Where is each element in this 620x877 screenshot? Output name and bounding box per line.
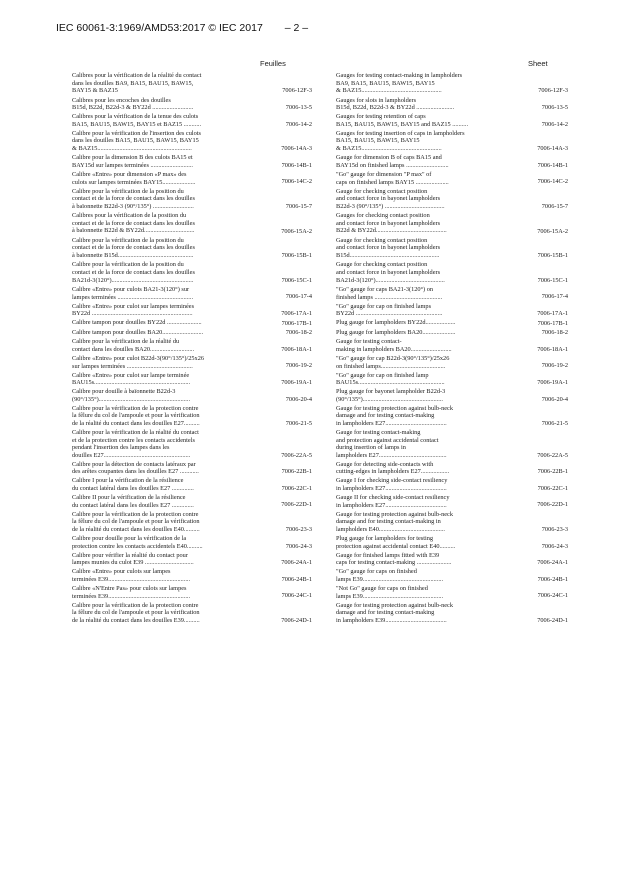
sheet-reference: 7006-17-4: [285, 293, 312, 301]
sheet-reference: 7006-17A-1: [281, 309, 312, 317]
sheet-reference: 7006-14C-2: [281, 178, 312, 186]
entry-title: Calibre «Entre» pour dimension «P max» des culots sur lampes terminées BAY15.....................: [72, 170, 196, 186]
sheet-reference: 7006-24-3: [541, 542, 568, 550]
contents-entry: [72, 237, 312, 260]
contents-entry: [336, 585, 568, 600]
contents-entry: [336, 130, 568, 153]
contents-entry: [336, 72, 568, 95]
contents-entry: [72, 388, 312, 403]
entry-title: Gauge for finished lamps fitted with E39 caps for testing contact-making ......................: [336, 551, 452, 567]
contents-entry: [336, 388, 568, 403]
entry-title: "Go" gauge for caps on finished lamps E39...................................................: [336, 568, 444, 584]
sheet-reference: 7006-24C-1: [537, 592, 568, 600]
entry-title: Calibre II pour la vérification de la résilience du contact latéral dans les douilles E27 ..............: [72, 494, 194, 509]
contents-entry: [72, 212, 312, 235]
sheet-reference: 7006-24A-1: [281, 559, 312, 567]
entry-title: Calibre pour la détection de contacts latéraux par des arêtes coupantes dans les douilles E27 ............: [72, 460, 199, 476]
contents-entry: [72, 568, 312, 583]
sheet-reference: 7006-19-2: [285, 362, 312, 370]
contents-entry: [72, 405, 312, 428]
entry-title: Calibre pour la vérification de la réalité du contact dans les douilles BA20............................: [72, 338, 195, 353]
column-heading-sheet: Sheet: [528, 59, 548, 68]
entry-title: Calibre pour la dimension B des culots BA15 et BAY15d sur lampes terminées ...........................: [72, 154, 193, 169]
contents-entry: [336, 355, 568, 370]
entry-title: "Go" gauge for cap B22d-3(90°/135°)/25x26 on finished lamps.........................................: [336, 354, 450, 370]
contents-entry: [336, 461, 568, 476]
entry-title: Calibre «Entre» pour culot sur lampe terminée BAU15s.............................................................: [72, 371, 191, 387]
sheet-reference: 7006-17A-1: [537, 309, 568, 317]
english-contents-column: [336, 72, 568, 626]
entry-title: Calibre pour la vérification de la protection contre la fêlure du col de l'ampoule et pour la vérification de la réalité du contact dans les douilles E39..........: [72, 601, 200, 624]
sheet-reference: 7006-21-5: [285, 420, 312, 428]
entry-title: Calibre pour douille à baïonnette B22d-3 (90°/135°)..........................................................: [72, 388, 191, 403]
entry-title: Calibres pour la vérification de la position du contact et de la force de contact dans les douilles à baïonnette B22d & BY22d................................: [72, 212, 195, 235]
french-contents-column: [72, 72, 312, 626]
sheet-reference: 7006-24D-1: [537, 617, 568, 625]
contents-entry: [336, 372, 568, 387]
sheet-reference: 7006-14C-2: [537, 178, 568, 186]
sheet-reference: 7006-22A-5: [281, 451, 312, 459]
entry-title: Calibre «Entre» pour culot B22d-3(90°/135°)/25x26 sur lampes terminées ..........................................: [72, 354, 205, 370]
contents-entry: [72, 130, 312, 153]
sheet-reference: 7006-24A-1: [537, 559, 568, 567]
contents-entry: [72, 552, 312, 567]
entry-title: Gauges for slots in lampholders B15d, B22d, B22d-3 & BY22d ........................: [336, 96, 455, 112]
entry-title: "Go" gauge for cap on finished lamps BY22d .......................................................: [336, 302, 443, 318]
contents-entry: [72, 97, 312, 112]
contents-entry: [72, 113, 312, 128]
contents-entry: [72, 319, 312, 327]
entry-title: Gauge II for checking side-contact resiliency in lampholders E27.......................................: [336, 494, 450, 509]
contents-entry: [336, 212, 568, 235]
sheet-reference: 7006-15-7: [285, 202, 312, 210]
entry-title: Gauge I for checking side-contact resiliency in lampholders E27.......................................: [336, 477, 448, 493]
sheet-reference: 7006-18A-1: [281, 345, 312, 353]
entry-title: Gauge for testing protection against bulb-neck damage and for testing contact-making in lampholders E40..........................................: [336, 510, 453, 533]
entry-title: Gauge for testing protection against bulb-neck damage and for testing contact-making in lampholders E39.......................................: [336, 601, 453, 624]
sheet-reference: 7006-18A-1: [537, 345, 568, 353]
contents-entry: [72, 261, 312, 284]
entry-title: Gauge for dimension B of caps BA15 and BAY15d on finished lamps ...........................: [336, 154, 449, 169]
contents-entry: [336, 405, 568, 428]
entry-title: Calibre pour la vérification de la position du contact et de la force de contact dans les douilles à baïonnette B22d-3 (90°/135°) ..........................: [72, 187, 195, 210]
entry-title: Gauge for checking contact position and contact force in bayonet lampholders BA21d-3(120°)............................................: [336, 261, 445, 284]
entry-title: Calibre tampon pour douilles BA20..........................: [72, 328, 204, 336]
sheet-reference: 7006-13-5: [541, 104, 568, 111]
sheet-reference: 7006-19A-1: [537, 378, 568, 386]
sheet-reference: 7006-17B-1: [281, 319, 312, 327]
contents-entry: [72, 602, 312, 625]
entry-title: "Go" gauge for caps BA21-3(120°) on finished lamps ...........................................: [336, 285, 443, 301]
entry-title: Calibre «N'Entre Pas» pour culots sur lampes terminées E39....................................................: [72, 585, 191, 600]
entry-title: Gauge for testing contact- making in lampholders BA20..........................: [336, 338, 452, 353]
entry-title: Plug gauge for lampholders BA20.....................: [336, 328, 456, 336]
entry-title: Gauges for checking contact position and contact force in bayonet lampholders B22d & BY22d.............................................: [336, 212, 447, 235]
entry-title: Plug gauge for lampholders for testing protection against accidental contact E40..........: [336, 535, 456, 550]
sheet-reference: 7006-22A-5: [537, 451, 568, 459]
sheet-reference: 7006-20-4: [285, 395, 312, 403]
contents-entry: [336, 97, 568, 112]
sheet-reference: 7006-18-2: [541, 329, 568, 337]
sheet-reference: 7006-24D-1: [281, 617, 312, 625]
contents-entry: [72, 494, 312, 509]
sheet-reference: 7006-24C-1: [281, 592, 312, 600]
contents-entry: [336, 552, 568, 567]
sheet-reference: 7006-24B-1: [281, 575, 312, 583]
sheet-reference: 7006-22B-1: [281, 468, 312, 476]
entry-title: Calibre «Entre» pour culots BA21-3(120°) sur lampes terminées ................................................: [72, 285, 194, 301]
page-number: – 2 –: [284, 22, 309, 34]
sheet-reference: 7006-15B-1: [281, 252, 312, 260]
entry-title: Gauge for detecting side-contacts with cutting-edges in lampholders E27..................: [336, 460, 450, 476]
contents-entry: [336, 568, 568, 583]
contents-entry: [336, 329, 568, 337]
contents-entry: [72, 286, 312, 301]
entry-title: Calibre «Entre» pour culot sur lampes terminées BY22d ................................................................: [72, 302, 195, 318]
contents-entry: [336, 319, 568, 327]
entry-title: Gauges for testing contact-making in lampholders BA9, BA15, BAU15, BAW15, BAY15 & BAZ15...................................................: [336, 72, 463, 95]
sheet-reference: 7006-14B-1: [537, 161, 568, 169]
contents-entry: [72, 477, 312, 492]
sheet-reference: 7006-23-3: [541, 526, 568, 534]
contents-entry: [72, 303, 312, 318]
sheet-reference: 7006-18-2: [285, 329, 312, 337]
contents-entry: [336, 113, 568, 128]
entry-title: Calibre pour douille pour la vérification de la protection contre les contacts accidentels E40..........: [72, 535, 203, 550]
sheet-reference: 7006-13-5: [285, 104, 312, 111]
contents-entry: [336, 237, 568, 260]
entry-title: Gauge for checking contact position and contact force in bayonet lampholders B15d.........................................................: [336, 236, 441, 259]
standard-id: IEC 60061-3:1969/AMD53:2017 © IEC 2017: [56, 22, 263, 34]
contents-entry: [336, 303, 568, 318]
contents-entry: [72, 535, 312, 550]
contents-entry: [336, 171, 568, 186]
contents-entry: [72, 188, 312, 211]
entry-title: Calibres pour les encoches des douilles B15d, B22d, B22d-3 & BY22d ..........................: [72, 96, 194, 112]
entry-title: Gauges for testing retention of caps BA15, BAU15, BAW15, BAY15 and BAZ15 ..........: [336, 113, 469, 128]
sheet-reference: 7006-15A-2: [281, 227, 312, 235]
contents-entry: [72, 429, 312, 459]
entry-title: "Not Go" gauge for caps on finished lamps E39...................................................: [336, 585, 444, 600]
entry-title: Calibre I pour la vérification de la résilience du contact latéral dans les douilles E27 ..............: [72, 477, 194, 493]
sheet-reference: 7006-20-4: [541, 395, 568, 403]
page-header: [56, 22, 308, 34]
entry-title: Gauge for testing contact-making and protection against accidental contact during insertion of lamps in lampholders E27...........................................: [336, 429, 447, 460]
column-heading-feuilles: Feuilles: [260, 59, 286, 68]
contents-entry: [336, 602, 568, 625]
sheet-reference: 7006-15A-2: [537, 227, 568, 235]
sheet-reference: 7006-15-7: [541, 202, 568, 210]
entry-title: Gauge for checking contact position and contact force in bayonet lampholders B22d-3 (90°/135°) ......................................: [336, 187, 445, 210]
entry-title: Calibre pour la vérification de l'insertion des culots dans les douilles BA15, BAU15, BAW15, BAY15 & BAZ15............................................................: [72, 129, 201, 152]
contents-entry: [336, 338, 568, 353]
entry-title: Calibre pour vérifier la réalité du contact pour lampes munies du culot E39 ...............................: [72, 551, 194, 567]
contents-entry: [72, 338, 312, 353]
contents-entry: [336, 511, 568, 534]
contents-entry: [336, 286, 568, 301]
entry-title: Plug gauge for lampholders BY22d...................: [336, 319, 456, 327]
entry-title: "Go" gauge for dimension "P max" of caps on finished lamps BAY15 .....................: [336, 170, 449, 186]
sheet-reference: 7006-22D-1: [281, 501, 312, 509]
sheet-reference: 7006-14B-1: [281, 161, 312, 169]
contents-entry: [72, 461, 312, 476]
contents-entry: [72, 585, 312, 600]
sheet-reference: 7006-22D-1: [537, 501, 568, 509]
contents-entry: [336, 261, 568, 284]
contents-entry: [336, 188, 568, 211]
entry-title: Calibres pour la vérification de la réalité du contact dans les douilles BA9, BA15, BAU15, BAW15, BAY15 & BAZ15: [72, 72, 202, 95]
sheet-reference: 7006-15C-1: [281, 276, 312, 284]
entry-title: Calibre pour la vérification de la position du contact et de la force de contact dans les douilles BA21d-3(120°)....................................................: [72, 261, 195, 284]
entry-title: Calibre pour la vérification de la protection contre la fêlure du col de l'ampoule et pour la vérification de la réalité du contact dans les douilles E27..........: [72, 404, 200, 427]
sheet-reference: 7006-17-4: [541, 293, 568, 301]
sheet-reference: 7006-19-2: [541, 362, 568, 370]
sheet-reference: 7006-15C-1: [537, 276, 568, 284]
entry-title: Calibre pour la vérification de la position du contact et de la force de contact dans les douilles à baïonnette B15d................................................: [72, 236, 195, 259]
sheet-reference: 7006-22C-1: [281, 484, 312, 492]
contents-entry: [72, 372, 312, 387]
sheet-reference: 7006-14A-3: [281, 145, 312, 153]
sheet-reference: 7006-21-5: [541, 420, 568, 428]
sheet-reference: 7006-17B-1: [537, 319, 568, 327]
contents-entry: [72, 171, 312, 186]
sheet-reference: 7006-14A-3: [537, 145, 568, 153]
sheet-reference: 7006-14-2: [285, 120, 312, 128]
entry-title: Gauges for testing insertion of caps in lampholders BA15, BAU15, BAW15, BAY15 & BAZ15...................................................: [336, 129, 465, 152]
contents-entry: [72, 511, 312, 534]
sheet-reference: 7006-12F-3: [538, 87, 568, 95]
contents-entry: [336, 154, 568, 169]
sheet-reference: 7006-22B-1: [537, 468, 568, 476]
entry-title: Plug gauge for bayonet lampholder B22d-3 (90°/135°)...................................................: [336, 388, 446, 403]
contents-entry: [72, 154, 312, 169]
contents-entry: [336, 429, 568, 459]
sheet-reference: 7006-15B-1: [537, 252, 568, 260]
entry-title: Gauge for testing protection against bulb-neck damage and for testing contact-making in lampholders E27.......................................: [336, 404, 453, 427]
entry-title: Calibre «Entre» pour culots sur lampes terminées E39....................................................: [72, 568, 191, 584]
sheet-reference: 7006-24B-1: [537, 575, 568, 583]
contents-entry: [336, 494, 568, 509]
contents-entry: [72, 329, 312, 337]
entry-title: "Go" gauge for cap on finished lamp BAU15s.......................................................: [336, 371, 445, 387]
sheet-reference: 7006-22C-1: [537, 484, 568, 492]
sheet-reference: 7006-23-3: [285, 526, 312, 534]
contents-entry: [72, 355, 312, 370]
sheet-reference: 7006-12F-3: [282, 87, 312, 95]
entry-title: Calibre pour la vérification de la protection contre la fêlure du col de l'ampoule et pour la vérification de la réalité du contact dans les douilles E40..........: [72, 510, 200, 533]
entry-title: Calibres pour la vérification de la tenue des culots BA15, BAU15, BAW15, BAY15 et BAZ15 ...........: [72, 113, 202, 128]
contents-entry: [72, 72, 312, 95]
sheet-reference: 7006-14-2: [541, 120, 568, 128]
sheet-reference: 7006-19A-1: [281, 378, 312, 386]
contents-entry: [336, 535, 568, 550]
entry-title: Calibre tampon pour douilles BY22d ......................: [72, 319, 202, 327]
entry-title: Calibre pour la vérification de la réalité du contact et de la protection contre les contacts accidentels pendant l'insertion des lampes dans les douilles E27.......................................................: [72, 429, 199, 460]
sheet-reference: 7006-24-3: [285, 542, 312, 550]
contents-entry: [336, 477, 568, 492]
